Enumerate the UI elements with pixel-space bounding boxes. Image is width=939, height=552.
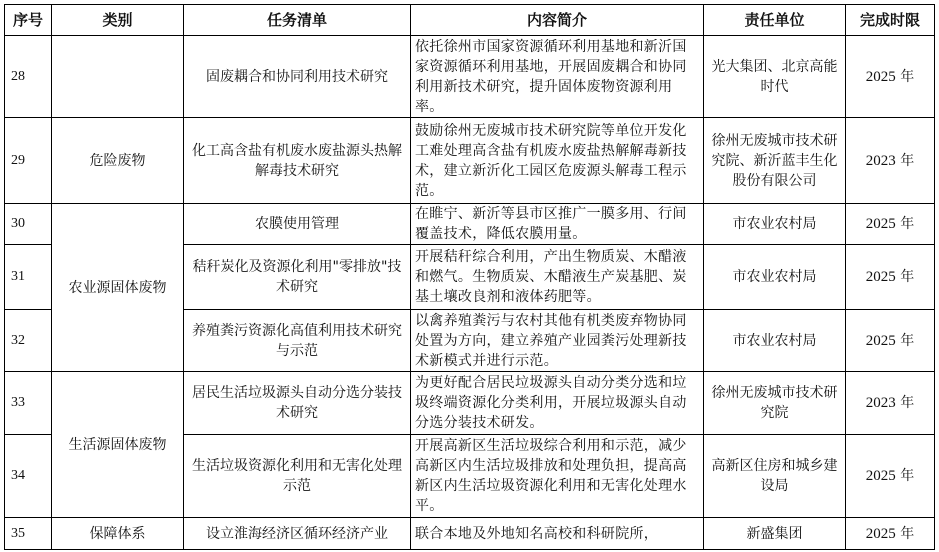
content-cell: 为更好配合居民垃圾源头自动分类分选和垃圾终端资源化分类利用，开展垃圾源头自动分选分装技术研发。 xyxy=(411,372,704,435)
table-row xyxy=(5,518,935,550)
task-cell: 秸秆炭化及资源化利用"零排放"技术研究 xyxy=(184,245,411,310)
category-cell: 生活源固体废物 xyxy=(52,372,184,518)
deadline-year: 2025 xyxy=(865,269,896,285)
unit-cell: 光大集团、北京高能时代 xyxy=(704,36,846,118)
deadline-suffix: 年 xyxy=(895,332,915,349)
content-cell: 鼓励徐州无废城市技术研究院等单位开发化工难处理高含盐有机废水废盐热解解毒新技术，建立新沂化工园区危废源头解毒工程示范。 xyxy=(411,118,704,204)
deadline-suffix: 年 xyxy=(895,152,915,169)
unit-cell: 市农业农村局 xyxy=(704,310,846,372)
deadline-suffix: 年 xyxy=(895,468,915,484)
deadline-suffix: 年 xyxy=(895,395,915,411)
task-cell: 生活垃圾资源化利用和无害化处理示范 xyxy=(184,435,411,518)
content-cell: 开展秸秆综合利用，产出生物质炭、木醋液和燃气。生物质炭、木醋液生产炭基肥、炭基土壤改良剂和液体药肥等。 xyxy=(411,245,704,310)
category-cell: 农业源固体废物 xyxy=(52,204,184,372)
task-table xyxy=(4,4,935,550)
unit-cell: 徐州无废城市技术研究院 xyxy=(704,372,846,435)
deadline-suffix: 年 xyxy=(895,216,915,232)
deadline-year: 2025 xyxy=(865,68,896,85)
unit-cell: 市农业农村局 xyxy=(704,245,846,310)
deadline-cell xyxy=(846,36,935,118)
content-cell: 在睢宁、新沂等县市区推广一膜多用、行间覆盖技术，降低农膜用量。 xyxy=(411,204,704,245)
category-cell: 保障体系 xyxy=(52,518,184,550)
row-number: 33 xyxy=(5,372,52,435)
task-cell: 设立淮海经济区循环经济产业 xyxy=(184,518,411,550)
deadline-suffix: 年 xyxy=(895,525,915,542)
unit-cell: 高新区住房和城乡建设局 xyxy=(704,435,846,518)
content-cell: 以禽养殖粪污与农村其他有机类废弃物协同处置为方向，建立养殖产业园粪污处理新技术新模式并进行示范。 xyxy=(411,310,704,372)
header-unit: 责任单位 xyxy=(704,5,846,36)
task-cell: 养殖粪污资源化高值利用技术研究与示范 xyxy=(184,310,411,372)
deadline-year: 2023 xyxy=(865,395,896,411)
unit-cell: 市农业农村局 xyxy=(704,204,846,245)
content-cell: 依托徐州市国家资源循环利用基地和新沂国家资源循环利用基地，开展固废耦合和协同利用新技术研究，提升固体废物资源利用率。 xyxy=(411,36,704,118)
content-cell: 开展高新区生活垃圾综合利用和示范，减少高新区内生活垃圾排放和处理负担，提高高新区内生活垃圾资源化利用和无害化处理水平。 xyxy=(411,435,704,518)
deadline-year: 2025 xyxy=(865,525,896,542)
table-row xyxy=(5,204,935,245)
task-cell: 化工高含盐有机废水废盐源头热解解毒技术研究 xyxy=(184,118,411,204)
header-row xyxy=(5,5,935,36)
task-cell: 居民生活垃圾源头自动分选分装技术研究 xyxy=(184,372,411,435)
deadline-cell xyxy=(846,118,935,204)
header-no: 序号 xyxy=(5,5,52,36)
row-number: 29 xyxy=(5,118,52,204)
content-cell: 联合本地及外地知名高校和科研院所， xyxy=(411,518,704,550)
deadline-year: 2025 xyxy=(865,468,896,484)
header-deadline: 完成时限 xyxy=(846,5,935,36)
row-number: 30 xyxy=(5,204,52,245)
row-number: 31 xyxy=(5,245,52,310)
deadline-cell xyxy=(846,435,935,518)
task-cell: 农膜使用管理 xyxy=(184,204,411,245)
deadline-suffix: 年 xyxy=(895,68,915,85)
deadline-year: 2023 xyxy=(865,152,896,169)
category-cell xyxy=(52,36,184,118)
row-number: 34 xyxy=(5,435,52,518)
deadline-cell xyxy=(846,372,935,435)
header-category: 类别 xyxy=(52,5,184,36)
table-row xyxy=(5,118,935,204)
unit-cell: 新盛集团 xyxy=(704,518,846,550)
deadline-cell xyxy=(846,245,935,310)
header-content: 内容简介 xyxy=(411,5,704,36)
deadline-year: 2025 xyxy=(865,216,896,232)
table-row xyxy=(5,372,935,435)
category-cell: 危险废物 xyxy=(52,118,184,204)
deadline-cell xyxy=(846,310,935,372)
row-number: 28 xyxy=(5,36,52,118)
header-task: 任务清单 xyxy=(184,5,411,36)
deadline-suffix: 年 xyxy=(895,269,915,285)
deadline-cell xyxy=(846,204,935,245)
unit-cell: 徐州无废城市技术研究院、新沂蓝丰生化股份有限公司 xyxy=(704,118,846,204)
task-cell: 固废耦合和协同利用技术研究 xyxy=(184,36,411,118)
deadline-cell xyxy=(846,518,935,550)
row-number: 35 xyxy=(5,518,52,550)
deadline-year: 2025 xyxy=(865,332,896,349)
table-row xyxy=(5,36,935,118)
row-number: 32 xyxy=(5,310,52,372)
